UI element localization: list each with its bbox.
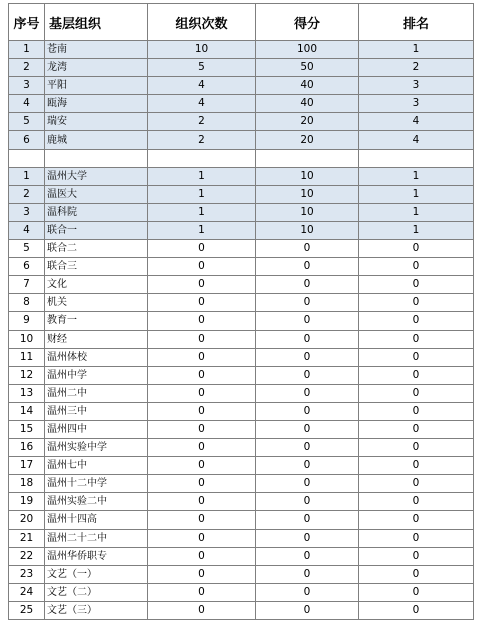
table-row bbox=[9, 529, 474, 547]
cell-no: 12 bbox=[9, 366, 45, 384]
cell-no: 2 bbox=[9, 59, 45, 77]
cell-name: 文艺（三） bbox=[45, 601, 148, 619]
cell-score: 0 bbox=[256, 583, 359, 601]
cell-rank: 0 bbox=[359, 547, 474, 565]
cell-name: 平阳 bbox=[45, 77, 148, 95]
cell-rank: 1 bbox=[359, 167, 474, 185]
cell-name: 温州体校 bbox=[45, 348, 148, 366]
cell-rank: 0 bbox=[359, 439, 474, 457]
cell-score: 0 bbox=[256, 330, 359, 348]
cell-name: 温州三中 bbox=[45, 402, 148, 420]
empty-cell bbox=[148, 149, 256, 167]
cell-score: 0 bbox=[256, 511, 359, 529]
cell-no: 8 bbox=[9, 294, 45, 312]
cell-rank: 0 bbox=[359, 384, 474, 402]
cell-count: 1 bbox=[148, 167, 256, 185]
cell-rank: 0 bbox=[359, 457, 474, 475]
cell-name: 联合二 bbox=[45, 240, 148, 258]
cell-score: 20 bbox=[256, 131, 359, 149]
table-row bbox=[9, 511, 474, 529]
cell-count: 2 bbox=[148, 131, 256, 149]
cell-score: 0 bbox=[256, 475, 359, 493]
cell-count: 0 bbox=[148, 547, 256, 565]
cell-score: 0 bbox=[256, 276, 359, 294]
table-row bbox=[9, 167, 474, 185]
cell-rank: 0 bbox=[359, 529, 474, 547]
cell-no: 5 bbox=[9, 113, 45, 131]
table-row bbox=[9, 565, 474, 583]
cell-no: 1 bbox=[9, 167, 45, 185]
cell-name: 温州七中 bbox=[45, 457, 148, 475]
cell-count: 0 bbox=[148, 240, 256, 258]
cell-count: 1 bbox=[148, 203, 256, 221]
table-row bbox=[9, 402, 474, 420]
cell-rank: 0 bbox=[359, 601, 474, 619]
cell-count: 0 bbox=[148, 312, 256, 330]
cell-name: 龙湾 bbox=[45, 59, 148, 77]
header-count: 组织次数 bbox=[148, 4, 256, 41]
table-row bbox=[9, 95, 474, 113]
cell-name: 温州实验二中 bbox=[45, 493, 148, 511]
cell-no: 4 bbox=[9, 95, 45, 113]
cell-no: 14 bbox=[9, 402, 45, 420]
cell-count: 2 bbox=[148, 113, 256, 131]
cell-score: 0 bbox=[256, 294, 359, 312]
table-row bbox=[9, 294, 474, 312]
cell-no: 2 bbox=[9, 185, 45, 203]
cell-rank: 4 bbox=[359, 113, 474, 131]
cell-score: 0 bbox=[256, 547, 359, 565]
cell-rank: 2 bbox=[359, 59, 474, 77]
cell-no: 5 bbox=[9, 240, 45, 258]
table-row bbox=[9, 493, 474, 511]
cell-score: 10 bbox=[256, 185, 359, 203]
cell-score: 10 bbox=[256, 203, 359, 221]
cell-name: 文化 bbox=[45, 276, 148, 294]
empty-cell bbox=[9, 149, 45, 167]
cell-name: 机关 bbox=[45, 294, 148, 312]
cell-name: 温州华侨职专 bbox=[45, 547, 148, 565]
empty-cell bbox=[256, 149, 359, 167]
cell-name: 苍南 bbox=[45, 41, 148, 59]
cell-count: 0 bbox=[148, 439, 256, 457]
cell-no: 3 bbox=[9, 77, 45, 95]
table-row bbox=[9, 330, 474, 348]
cell-name: 温医大 bbox=[45, 185, 148, 203]
cell-no: 19 bbox=[9, 493, 45, 511]
cell-name: 温州二十二中 bbox=[45, 529, 148, 547]
cell-score: 0 bbox=[256, 439, 359, 457]
table-row bbox=[9, 583, 474, 601]
cell-rank: 3 bbox=[359, 95, 474, 113]
cell-name: 瑞安 bbox=[45, 113, 148, 131]
table-row bbox=[9, 547, 474, 565]
cell-rank: 0 bbox=[359, 348, 474, 366]
cell-no: 21 bbox=[9, 529, 45, 547]
table-row bbox=[9, 203, 474, 221]
table-row bbox=[9, 185, 474, 203]
cell-count: 0 bbox=[148, 420, 256, 438]
cell-score: 0 bbox=[256, 240, 359, 258]
cell-no: 23 bbox=[9, 565, 45, 583]
cell-count: 0 bbox=[148, 402, 256, 420]
cell-count: 1 bbox=[148, 221, 256, 239]
table-row bbox=[9, 276, 474, 294]
cell-name: 鹿城 bbox=[45, 131, 148, 149]
cell-rank: 0 bbox=[359, 420, 474, 438]
cell-score: 100 bbox=[256, 41, 359, 59]
cell-no: 6 bbox=[9, 258, 45, 276]
cell-rank: 0 bbox=[359, 294, 474, 312]
cell-count: 1 bbox=[148, 185, 256, 203]
cell-name: 联合三 bbox=[45, 258, 148, 276]
cell-count: 5 bbox=[148, 59, 256, 77]
table-row bbox=[9, 258, 474, 276]
cell-score: 0 bbox=[256, 258, 359, 276]
cell-no: 24 bbox=[9, 583, 45, 601]
cell-count: 0 bbox=[148, 348, 256, 366]
cell-no: 20 bbox=[9, 511, 45, 529]
cell-count: 0 bbox=[148, 384, 256, 402]
cell-score: 40 bbox=[256, 77, 359, 95]
cell-count: 4 bbox=[148, 77, 256, 95]
cell-rank: 0 bbox=[359, 240, 474, 258]
cell-name: 联合一 bbox=[45, 221, 148, 239]
cell-name: 文艺（二） bbox=[45, 583, 148, 601]
table-row bbox=[9, 240, 474, 258]
cell-score: 0 bbox=[256, 601, 359, 619]
cell-score: 0 bbox=[256, 493, 359, 511]
cell-count: 0 bbox=[148, 366, 256, 384]
cell-no: 3 bbox=[9, 203, 45, 221]
cell-score: 20 bbox=[256, 113, 359, 131]
cell-rank: 0 bbox=[359, 511, 474, 529]
cell-rank: 0 bbox=[359, 258, 474, 276]
cell-count: 0 bbox=[148, 276, 256, 294]
cell-count: 0 bbox=[148, 601, 256, 619]
cell-rank: 0 bbox=[359, 366, 474, 384]
cell-rank: 1 bbox=[359, 221, 474, 239]
cell-no: 11 bbox=[9, 348, 45, 366]
cell-count: 0 bbox=[148, 529, 256, 547]
table-row bbox=[9, 475, 474, 493]
cell-count: 0 bbox=[148, 475, 256, 493]
cell-rank: 0 bbox=[359, 475, 474, 493]
cell-count: 0 bbox=[148, 330, 256, 348]
table-row bbox=[9, 384, 474, 402]
cell-score: 0 bbox=[256, 402, 359, 420]
cell-name: 温州十二中学 bbox=[45, 475, 148, 493]
cell-name: 温州实验中学 bbox=[45, 439, 148, 457]
cell-count: 0 bbox=[148, 493, 256, 511]
cell-no: 15 bbox=[9, 420, 45, 438]
table-row bbox=[9, 221, 474, 239]
cell-score: 0 bbox=[256, 420, 359, 438]
cell-score: 0 bbox=[256, 529, 359, 547]
cell-no: 1 bbox=[9, 41, 45, 59]
cell-score: 0 bbox=[256, 565, 359, 583]
table-row bbox=[9, 348, 474, 366]
cell-score: 0 bbox=[256, 366, 359, 384]
cell-score: 0 bbox=[256, 457, 359, 475]
cell-score: 0 bbox=[256, 312, 359, 330]
cell-no: 7 bbox=[9, 276, 45, 294]
cell-score: 0 bbox=[256, 384, 359, 402]
cell-rank: 1 bbox=[359, 185, 474, 203]
cell-name: 温州中学 bbox=[45, 366, 148, 384]
cell-no: 22 bbox=[9, 547, 45, 565]
cell-no: 4 bbox=[9, 221, 45, 239]
cell-rank: 0 bbox=[359, 402, 474, 420]
cell-score: 40 bbox=[256, 95, 359, 113]
header-no: 序号 bbox=[9, 4, 45, 41]
cell-name: 温州大学 bbox=[45, 167, 148, 185]
table-row bbox=[9, 420, 474, 438]
cell-rank: 0 bbox=[359, 583, 474, 601]
table-row bbox=[9, 312, 474, 330]
cell-rank: 0 bbox=[359, 276, 474, 294]
cell-rank: 1 bbox=[359, 203, 474, 221]
cell-count: 0 bbox=[148, 258, 256, 276]
cell-score: 10 bbox=[256, 167, 359, 185]
cell-rank: 0 bbox=[359, 330, 474, 348]
cell-no: 17 bbox=[9, 457, 45, 475]
cell-name: 温州十四高 bbox=[45, 511, 148, 529]
cell-rank: 1 bbox=[359, 41, 474, 59]
cell-no: 10 bbox=[9, 330, 45, 348]
cell-rank: 3 bbox=[359, 77, 474, 95]
header-rank: 排名 bbox=[359, 4, 474, 41]
cell-count: 0 bbox=[148, 457, 256, 475]
score-table bbox=[8, 3, 474, 620]
cell-no: 9 bbox=[9, 312, 45, 330]
cell-no: 13 bbox=[9, 384, 45, 402]
cell-score: 50 bbox=[256, 59, 359, 77]
cell-no: 25 bbox=[9, 601, 45, 619]
header-score: 得分 bbox=[256, 4, 359, 41]
table-row bbox=[9, 439, 474, 457]
cell-count: 0 bbox=[148, 565, 256, 583]
cell-rank: 0 bbox=[359, 312, 474, 330]
cell-name: 温州四中 bbox=[45, 420, 148, 438]
table-row bbox=[9, 601, 474, 619]
cell-name: 瓯海 bbox=[45, 95, 148, 113]
table-row bbox=[9, 41, 474, 59]
table-row bbox=[9, 457, 474, 475]
cell-count: 0 bbox=[148, 583, 256, 601]
cell-name: 温州二中 bbox=[45, 384, 148, 402]
cell-count: 10 bbox=[148, 41, 256, 59]
cell-rank: 0 bbox=[359, 493, 474, 511]
cell-no: 18 bbox=[9, 475, 45, 493]
cell-no: 6 bbox=[9, 131, 45, 149]
cell-name: 教育一 bbox=[45, 312, 148, 330]
cell-rank: 4 bbox=[359, 131, 474, 149]
separator-row bbox=[9, 149, 474, 167]
cell-rank: 0 bbox=[359, 565, 474, 583]
table-row bbox=[9, 366, 474, 384]
table-row bbox=[9, 131, 474, 149]
cell-count: 0 bbox=[148, 511, 256, 529]
empty-cell bbox=[359, 149, 474, 167]
cell-no: 16 bbox=[9, 439, 45, 457]
table-row bbox=[9, 59, 474, 77]
cell-score: 10 bbox=[256, 221, 359, 239]
cell-count: 0 bbox=[148, 294, 256, 312]
cell-count: 4 bbox=[148, 95, 256, 113]
header-row bbox=[9, 4, 474, 41]
table-row bbox=[9, 113, 474, 131]
cell-name: 财经 bbox=[45, 330, 148, 348]
table-row bbox=[9, 77, 474, 95]
cell-name: 文艺（一） bbox=[45, 565, 148, 583]
empty-cell bbox=[45, 149, 148, 167]
cell-score: 0 bbox=[256, 348, 359, 366]
header-name: 基层组织 bbox=[45, 4, 148, 41]
cell-name: 温科院 bbox=[45, 203, 148, 221]
